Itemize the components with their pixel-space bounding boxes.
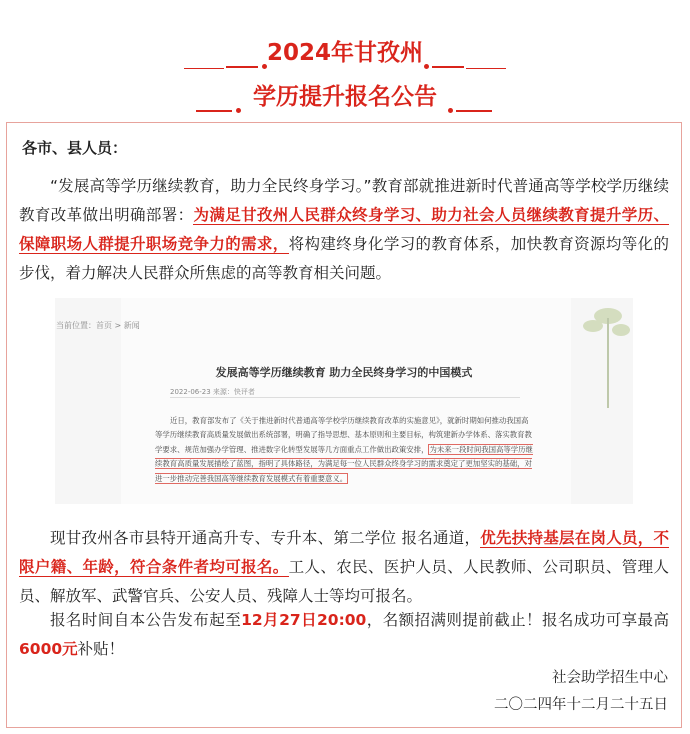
paragraph-registration-highlight: 优先扶持基层在岗人员，不限户籍、年龄，符合条件者均可报名。 — [19, 529, 669, 576]
paragraph-intro-highlight: 为满足甘孜州人民群众终身学习、助力社会人员继续教育提升学历、保障职场人群提升职场竞争力的需求， — [19, 206, 669, 253]
article-body — [155, 414, 535, 486]
title-decoration-line — [184, 68, 224, 69]
title-decoration-dot — [236, 108, 241, 113]
title-decoration-line — [196, 110, 232, 112]
paragraph-deadline-text-3: 补贴！ — [77, 640, 125, 658]
paragraph-deadline-text-2: ，名额招满则提前截止！报名成功可享最高 — [366, 611, 669, 629]
paragraph-intro-text-2: 将构建终身化学习的教育体系，加快教育资源均等化的步伐，着力解决人民群众所焦虑的高等教育相关问题。 — [19, 235, 669, 282]
paragraph-intro — [19, 172, 669, 288]
paragraph-intro-text: “发展高等学历继续教育，助力全民终身学习。”教育部就推进新时代普通高等学校学历继续教育改革做出明确部署： — [19, 177, 669, 224]
salutation: 各市、县人员： — [22, 139, 128, 157]
title-decoration-dot — [262, 64, 267, 69]
article-title: 发展高等学历继续教育 助力全民终身学习的中国模式 — [215, 366, 473, 379]
flower-decoration-icon — [563, 298, 633, 408]
paragraph-deadline — [19, 606, 669, 664]
title-decoration-line — [226, 66, 258, 68]
deadline-value: 12月27日20:00 — [241, 611, 367, 629]
breadcrumb: 当前位置：首页 > 新闻 — [56, 321, 140, 330]
title-decoration-dot — [424, 64, 429, 69]
article-body-text: 近日，教育部发布了《关于推进新时代普通高等学校学历继续教育改革的实施意见》，就新时期如何推动我国高等学历继续教育高质量发展做出系统部署，明确了指导思想、基本原则和主要目标，构筑建新办学体系、落实教育教学要求、规范加强办学管理、推进数字化转型发展等几方面重点工作做出政策安排， — [155, 416, 532, 454]
paragraph-registration-text-2: 工人、农民、医护人员、人民教师、公司职员、管理人员、解放军、武警官兵、公安人员、残障人士等均可报名。 — [19, 558, 669, 605]
paragraph-registration-text: 现甘孜州各市县特开通高升专、专升本、第二学位 报名通道， — [50, 529, 481, 547]
title-decoration-line — [432, 66, 464, 68]
title-decoration-line — [456, 110, 492, 112]
subsidy-value: 6000元 — [19, 640, 78, 658]
title-line-1: 2024年甘孜州 — [266, 40, 423, 66]
title-line-2: 学历提升报名公告 — [253, 84, 437, 110]
article-divider — [170, 397, 520, 398]
article-meta: 2022-06-23 来源：快评者 — [170, 388, 255, 396]
title-decoration-line — [466, 68, 506, 69]
signature-org: 社会助学招生中心 — [552, 670, 668, 686]
article-body-highlight: 为未来一段时间我国高等学历继续教育高质量发展描绘了蓝图，指明了具体路径，为满足每一位人民群众终身学习的需求奠定了更加坚实的基础，对进一步推动完善我国高等继续教育发展模式有着重要意义。 — [155, 444, 533, 483]
signature-date: 二〇二四年十二月二十五日 — [494, 697, 668, 713]
title-decoration-dot — [448, 108, 453, 113]
paragraph-registration — [19, 524, 669, 611]
paragraph-deadline-text: 报名时间自本公告发布起至 — [50, 611, 242, 629]
